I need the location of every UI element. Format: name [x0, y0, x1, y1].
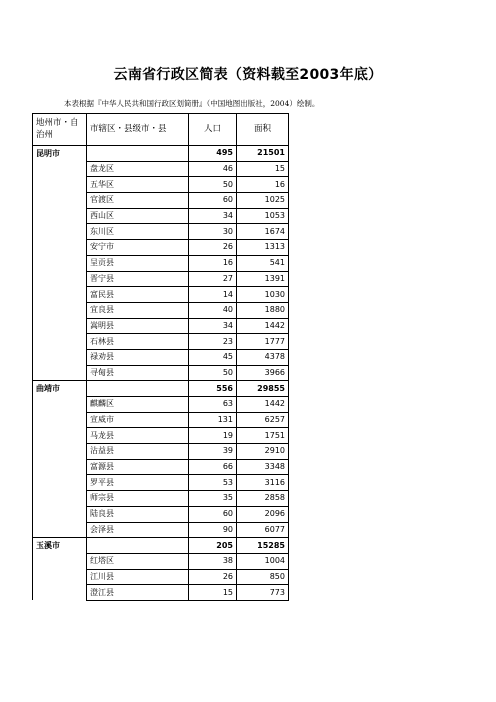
county-name: 富民县	[87, 287, 189, 303]
header-county: 市辖区・县级市・县	[87, 114, 189, 146]
county-area: 2858	[237, 491, 289, 507]
county-population: 14	[189, 287, 237, 303]
county-population: 35	[189, 491, 237, 507]
blank-cell	[87, 381, 189, 397]
table-row	[33, 365, 289, 381]
prefecture-column-cell	[33, 208, 87, 224]
county-name: 盘龙区	[87, 161, 189, 177]
county-area: 1442	[237, 318, 289, 334]
prefecture-area: 29855	[237, 381, 289, 397]
county-population: 30	[189, 224, 237, 240]
county-population: 27	[189, 271, 237, 287]
prefecture-population: 495	[189, 146, 237, 162]
prefecture-column-cell	[33, 240, 87, 256]
table-row	[33, 412, 289, 428]
table-row	[33, 553, 289, 569]
table-row	[33, 287, 289, 303]
prefecture-column-cell	[33, 444, 87, 460]
prefecture-column-cell	[33, 475, 87, 491]
prefecture-column-cell	[33, 491, 87, 507]
prefecture-column-cell	[33, 365, 87, 381]
county-population: 34	[189, 208, 237, 224]
county-name: 晋宁县	[87, 271, 189, 287]
prefecture-column-cell	[33, 193, 87, 209]
county-name: 宜良县	[87, 302, 189, 318]
table-header-row	[33, 114, 289, 146]
county-area: 1880	[237, 302, 289, 318]
prefecture-total-row	[33, 146, 289, 162]
county-name: 江川县	[87, 569, 189, 585]
table-row	[33, 569, 289, 585]
county-population: 38	[189, 553, 237, 569]
source-note: 本表根据『中华人民共和国行政区划简册』（中国地图出版社，2004）绘制。	[64, 99, 320, 108]
county-name: 师宗县	[87, 491, 189, 507]
county-population: 16	[189, 255, 237, 271]
county-name: 呈贡县	[87, 255, 189, 271]
county-population: 39	[189, 444, 237, 460]
table-row	[33, 522, 289, 538]
county-area: 1025	[237, 193, 289, 209]
county-name: 陆良县	[87, 506, 189, 522]
county-name: 罗平县	[87, 475, 189, 491]
county-population: 50	[189, 365, 237, 381]
county-population: 53	[189, 475, 237, 491]
blank-cell	[87, 538, 189, 554]
county-area: 1674	[237, 224, 289, 240]
prefecture-column-cell	[33, 397, 87, 413]
county-area: 16	[237, 177, 289, 193]
county-area: 1751	[237, 428, 289, 444]
table-row	[33, 271, 289, 287]
prefecture-population: 556	[189, 381, 237, 397]
county-population: 50	[189, 177, 237, 193]
county-name: 沾益县	[87, 444, 189, 460]
county-area: 1004	[237, 553, 289, 569]
table-row	[33, 444, 289, 460]
blank-cell	[87, 146, 189, 162]
table-row	[33, 506, 289, 522]
county-population: 60	[189, 193, 237, 209]
table-row	[33, 318, 289, 334]
county-name: 西山区	[87, 208, 189, 224]
table-row	[33, 193, 289, 209]
prefecture-name: 曲靖市	[33, 381, 87, 397]
admin-division-table	[32, 113, 289, 601]
table-row	[33, 334, 289, 350]
table-row	[33, 585, 289, 601]
county-name: 会泽县	[87, 522, 189, 538]
county-population: 40	[189, 302, 237, 318]
prefecture-column-cell	[33, 224, 87, 240]
table-row	[33, 240, 289, 256]
prefecture-column-cell	[33, 585, 87, 601]
county-area: 6257	[237, 412, 289, 428]
county-name: 富源县	[87, 459, 189, 475]
prefecture-column-cell	[33, 255, 87, 271]
prefecture-total-row	[33, 381, 289, 397]
header-prefecture: 地州市・自治州	[33, 114, 87, 146]
county-area: 2096	[237, 506, 289, 522]
prefecture-column-cell	[33, 412, 87, 428]
prefecture-column-cell	[33, 177, 87, 193]
prefecture-area: 15285	[237, 538, 289, 554]
table-row	[33, 491, 289, 507]
county-area: 2910	[237, 444, 289, 460]
table-row	[33, 459, 289, 475]
county-population: 26	[189, 240, 237, 256]
page-title: 云南省行政区简表（资料载至2003年底）	[113, 67, 383, 83]
county-area: 1030	[237, 287, 289, 303]
county-population: 26	[189, 569, 237, 585]
county-area: 1442	[237, 397, 289, 413]
table-row	[33, 349, 289, 365]
table-row	[33, 224, 289, 240]
county-area: 850	[237, 569, 289, 585]
table-row	[33, 475, 289, 491]
county-name: 宣威市	[87, 412, 189, 428]
county-population: 46	[189, 161, 237, 177]
header-area: 面积	[237, 114, 289, 146]
county-name: 马龙县	[87, 428, 189, 444]
county-name: 石林县	[87, 334, 189, 350]
county-area: 1053	[237, 208, 289, 224]
county-population: 19	[189, 428, 237, 444]
prefecture-column-cell	[33, 287, 87, 303]
prefecture-population: 205	[189, 538, 237, 554]
county-population: 63	[189, 397, 237, 413]
table-row	[33, 161, 289, 177]
county-area: 3348	[237, 459, 289, 475]
county-population: 66	[189, 459, 237, 475]
prefecture-column-cell	[33, 334, 87, 350]
table-row	[33, 302, 289, 318]
county-population: 23	[189, 334, 237, 350]
prefecture-column-cell	[33, 428, 87, 444]
county-area: 4378	[237, 349, 289, 365]
county-population: 90	[189, 522, 237, 538]
county-name: 官渡区	[87, 193, 189, 209]
table-row	[33, 208, 289, 224]
county-population: 15	[189, 585, 237, 601]
county-area: 1777	[237, 334, 289, 350]
county-area: 15	[237, 161, 289, 177]
county-name: 澄江县	[87, 585, 189, 601]
table-row	[33, 177, 289, 193]
table-row	[33, 255, 289, 271]
county-area: 1391	[237, 271, 289, 287]
table-row	[33, 397, 289, 413]
county-name: 安宁市	[87, 240, 189, 256]
county-population: 60	[189, 506, 237, 522]
prefecture-total-row	[33, 538, 289, 554]
prefecture-column-cell	[33, 569, 87, 585]
county-name: 寻甸县	[87, 365, 189, 381]
prefecture-column-cell	[33, 302, 87, 318]
header-population: 人口	[189, 114, 237, 146]
prefecture-column-cell	[33, 318, 87, 334]
county-name: 五华区	[87, 177, 189, 193]
county-name: 红塔区	[87, 553, 189, 569]
county-area: 3966	[237, 365, 289, 381]
prefecture-column-cell	[33, 522, 87, 538]
prefecture-column-cell	[33, 553, 87, 569]
county-area: 6077	[237, 522, 289, 538]
prefecture-column-cell	[33, 271, 87, 287]
county-area: 541	[237, 255, 289, 271]
county-name: 嵩明县	[87, 318, 189, 334]
prefecture-column-cell	[33, 459, 87, 475]
prefecture-area: 21501	[237, 146, 289, 162]
county-population: 34	[189, 318, 237, 334]
county-name: 禄劝县	[87, 349, 189, 365]
prefecture-name: 玉溪市	[33, 538, 87, 554]
prefecture-name: 昆明市	[33, 146, 87, 162]
county-area: 3116	[237, 475, 289, 491]
county-name: 麒麟区	[87, 397, 189, 413]
county-area: 773	[237, 585, 289, 601]
table-row	[33, 428, 289, 444]
county-population: 45	[189, 349, 237, 365]
prefecture-column-cell	[33, 506, 87, 522]
county-area: 1313	[237, 240, 289, 256]
county-name: 东川区	[87, 224, 189, 240]
prefecture-column-cell	[33, 349, 87, 365]
prefecture-column-cell	[33, 161, 87, 177]
county-population: 131	[189, 412, 237, 428]
